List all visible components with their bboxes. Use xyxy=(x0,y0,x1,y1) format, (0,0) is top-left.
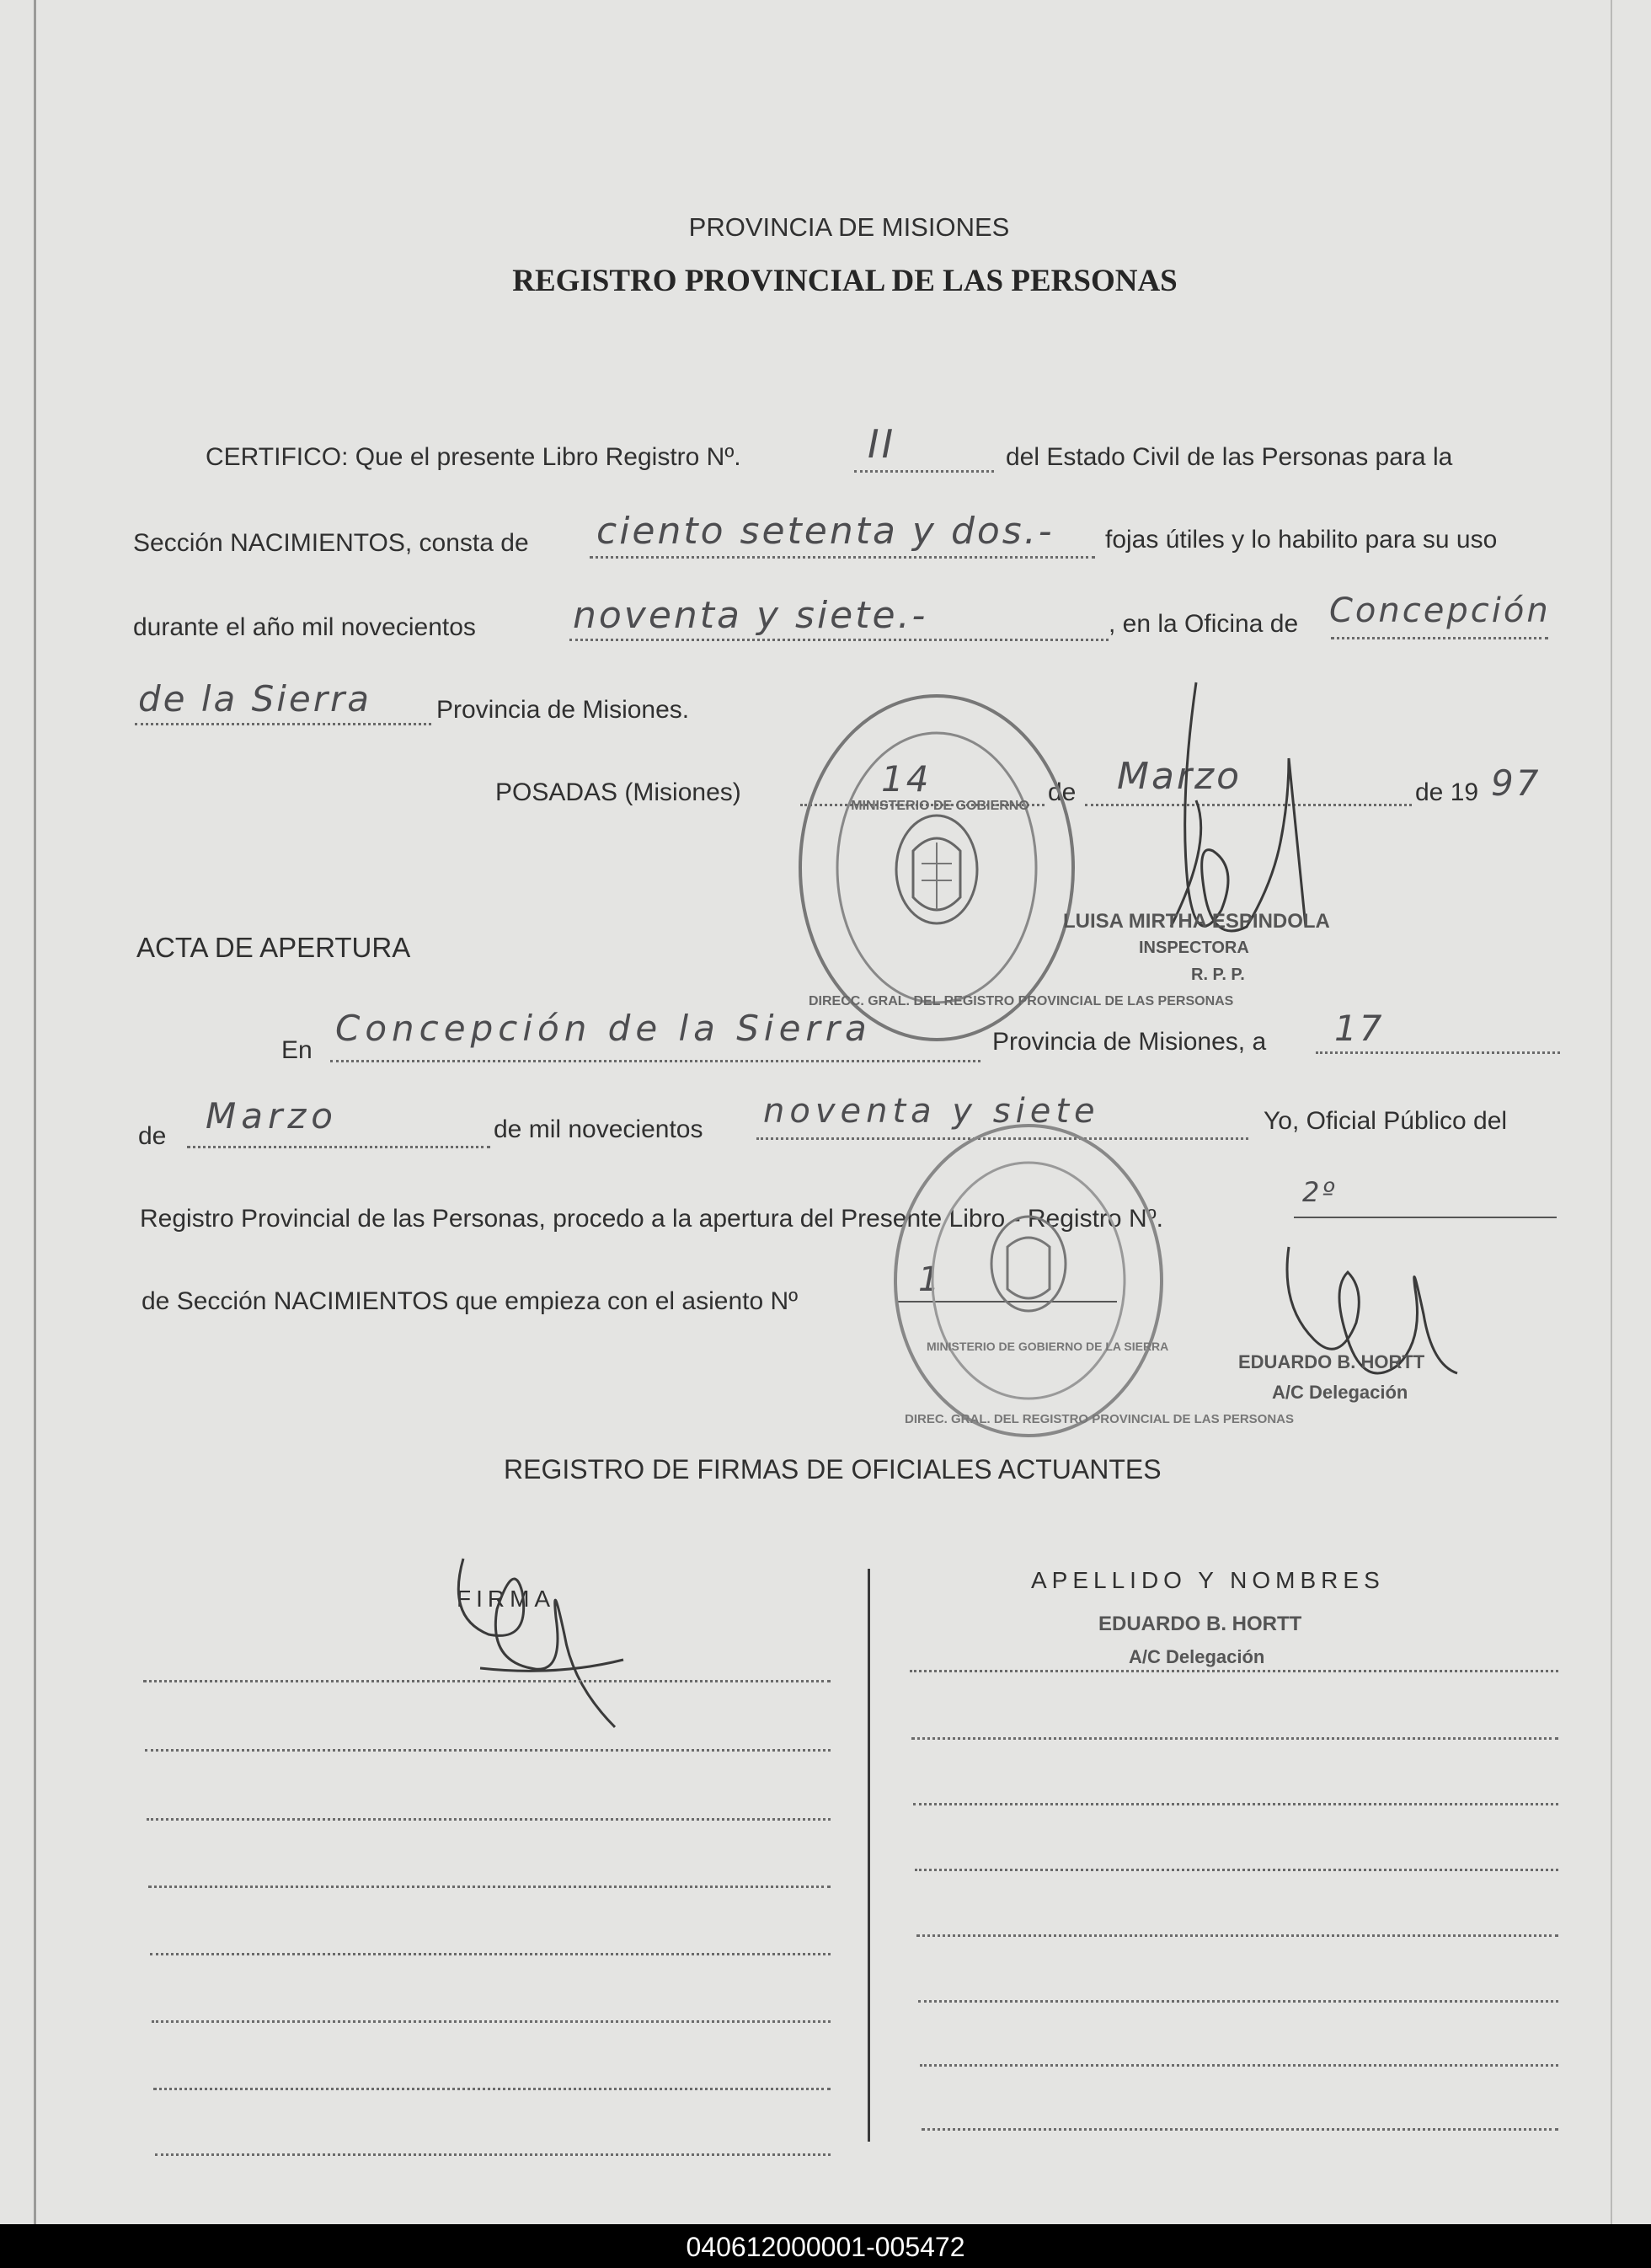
inspector-role-stamp: INSPECTORA xyxy=(1139,939,1249,957)
acta-month-line xyxy=(187,1146,490,1148)
firma-column-header: FIRMA xyxy=(457,1586,556,1612)
registry-seal-bottom xyxy=(890,1121,1294,1441)
cert-date-de: de xyxy=(1048,778,1077,806)
nombres-column-header: APELLIDO Y NOMBRES xyxy=(1031,1567,1385,1593)
firma-line-4 xyxy=(148,1886,831,1888)
cert-line4-text-b: Provincia de Misiones. xyxy=(436,696,690,724)
nombres-line-5 xyxy=(916,1934,1558,1937)
nombres-line-4 xyxy=(915,1869,1558,1871)
acta-line2-text-b: de mil novecientos xyxy=(494,1115,703,1143)
acta-day-handwritten: 17 xyxy=(1334,1008,1385,1049)
firma-line-8 xyxy=(155,2153,831,2156)
seal-bottom-inner-text: MINISTERIO DE GOBIERNO DE LA SIERRA xyxy=(927,1340,1169,1353)
firmas-entry-role-stamp: A/C Delegación xyxy=(1129,1646,1265,1667)
firma-signature xyxy=(430,1542,632,1744)
cert-line1-text-b: del Estado Civil de las Personas para la xyxy=(1006,443,1453,471)
cert-year-line xyxy=(569,639,1109,641)
cert-line2-text-b: fojas útiles y lo habilito para su uso xyxy=(1105,526,1498,554)
right-page-edge xyxy=(1611,0,1612,2224)
left-margin-line xyxy=(34,0,36,2224)
firma-line-5 xyxy=(150,1953,831,1955)
acta-place-line xyxy=(330,1060,980,1062)
acta-year-handwritten: noventa y siete xyxy=(763,1092,1100,1131)
province-heading: PROVINCIA DE MISIONES xyxy=(688,212,1010,242)
acta-book-number-line xyxy=(1294,1217,1557,1218)
acta-line2-de: de xyxy=(138,1122,167,1150)
firmas-title: REGISTRO DE FIRMAS DE OFICIALES ACTUANTES xyxy=(504,1454,1162,1484)
acta-line2-text-c: Yo, Oficial Público del xyxy=(1264,1107,1508,1135)
cert-line3-text-a: durante el año mil novecientos xyxy=(133,613,476,641)
official-name-stamp: EDUARDO B. HORTT xyxy=(1238,1351,1425,1372)
acta-line3-text: Registro Provincial de las Personas, procedo a la apertura del Presente Libro - Registro Nº. xyxy=(140,1205,1163,1233)
cert-year-prefix: de 19 xyxy=(1415,778,1479,806)
acta-book-number-handwritten: 2º xyxy=(1302,1176,1338,1208)
seal-top-inner-text: MINISTERIO DE GOBIERNO xyxy=(851,799,1029,813)
cert-office-handwritten-2: de la Sierra xyxy=(138,678,372,719)
nombres-line-2 xyxy=(911,1737,1558,1740)
cert-office-handwritten-1: Concepción xyxy=(1329,591,1551,630)
seal-bottom-ring-text: DIREC. GRAL. DEL REGISTRO PROVINCIAL DE LAS PERSONAS xyxy=(905,1412,1294,1426)
document-code: 040612000001-005472 xyxy=(686,2232,965,2262)
cert-place: POSADAS (Misiones) xyxy=(495,778,741,806)
nombres-line-1 xyxy=(910,1670,1558,1672)
cert-month-handwritten: Marzo xyxy=(1117,755,1242,798)
inspector-org-stamp: R. P. P. xyxy=(1191,966,1245,984)
cert-line2-text-a: Sección NACIMIENTOS, consta de xyxy=(133,529,529,557)
firma-line-3 xyxy=(147,1818,831,1821)
acta-place-handwritten: Concepción de la Sierra xyxy=(335,1008,872,1049)
cert-year-suffix-handwritten: 97 xyxy=(1491,762,1541,804)
inspector-signature xyxy=(1146,674,1314,1011)
cert-day-handwritten: 14 xyxy=(881,758,932,800)
firma-line-2 xyxy=(145,1749,831,1752)
acta-day-line xyxy=(1316,1051,1560,1054)
cert-book-number-line xyxy=(854,470,994,473)
cert-office-line-1 xyxy=(1331,637,1548,639)
acta-line1-en: En xyxy=(281,1036,313,1064)
nombres-line-8 xyxy=(922,2128,1558,2131)
acta-entry-number-handwritten: 1 xyxy=(918,1260,943,1299)
acta-line1-text-b: Provincia de Misiones, a xyxy=(992,1028,1267,1056)
firma-line-1 xyxy=(143,1680,831,1682)
cert-pages-line xyxy=(590,556,1095,559)
firma-line-7 xyxy=(153,2088,831,2090)
cert-office-line-2 xyxy=(135,723,431,725)
inspector-name-stamp: LUISA MIRTHA ESPINDOLA xyxy=(1063,910,1330,933)
nombres-line-7 xyxy=(920,2064,1558,2067)
registry-heading: REGISTRO PROVINCIAL DE LAS PERSONAS xyxy=(512,264,1178,298)
firma-line-6 xyxy=(152,2020,831,2023)
cert-line1-text-a: CERTIFICO: Que el presente Libro Registro Nº. xyxy=(206,443,741,471)
nombres-line-3 xyxy=(913,1803,1558,1805)
acta-title: ACTA DE APERTURA xyxy=(136,932,411,963)
firmas-entry-name-stamp: EDUARDO B. HORTT xyxy=(1098,1613,1302,1635)
cert-line3-text-b: , en la Oficina de xyxy=(1109,610,1299,638)
seal-top-ring-text: DIRECC. GRAL. DEL REGISTRO PROVINCIAL DE LAS PERSONAS xyxy=(809,994,1234,1008)
cert-pages-handwritten: ciento setenta y dos.- xyxy=(596,510,1055,553)
cert-year-handwritten: noventa y siete.- xyxy=(573,594,928,637)
firmas-column-divider xyxy=(868,1569,870,2142)
acta-line4-text: de Sección NACIMIENTOS que empieza con el asiento Nº xyxy=(142,1287,799,1315)
nombres-line-6 xyxy=(918,2000,1558,2003)
official-role-stamp: A/C Delegación xyxy=(1272,1382,1408,1403)
cert-book-number-handwritten: II xyxy=(868,421,896,467)
acta-month-handwritten: Marzo xyxy=(206,1095,338,1137)
